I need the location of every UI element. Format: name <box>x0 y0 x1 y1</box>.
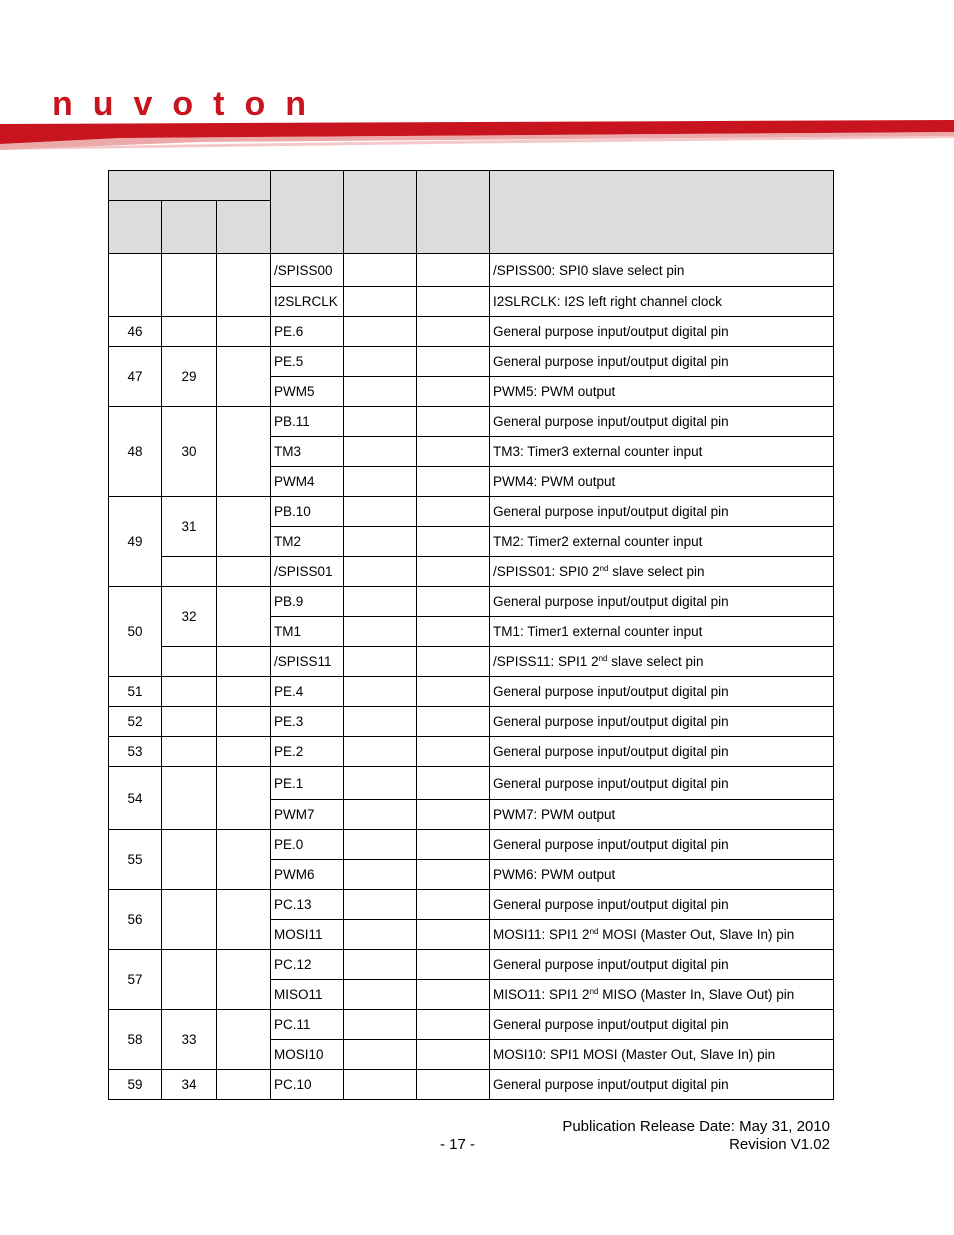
pin-number: 34 <box>162 1070 217 1100</box>
pin-number: 57 <box>109 950 162 1010</box>
table-row <box>109 254 834 287</box>
pin-name: PE.4 <box>271 677 344 707</box>
pin-description: I2SLRCLK: I2S left right channel clock <box>490 287 834 317</box>
pin-number: 47 <box>109 347 162 407</box>
pin-name: PB.10 <box>271 497 344 527</box>
header-row-1 <box>109 171 834 201</box>
pin-description: /SPISS00: SPI0 slave select pin <box>490 254 834 287</box>
pin-name: PWM5 <box>271 377 344 407</box>
pin-number: 30 <box>162 407 217 497</box>
header-cell <box>109 171 271 201</box>
pin-number: 51 <box>109 677 162 707</box>
pin-description: PWM4: PWM output <box>490 467 834 497</box>
pin-name: PB.9 <box>271 587 344 617</box>
pin-name: PWM4 <box>271 467 344 497</box>
table-row <box>109 830 834 860</box>
pin-number <box>217 254 271 317</box>
pin-name: PB.11 <box>271 407 344 437</box>
pin-description: General purpose input/output digital pin <box>490 707 834 737</box>
table-row <box>109 707 834 737</box>
pin-number: 32 <box>162 587 217 647</box>
pin-number: 56 <box>109 890 162 950</box>
pin-number: 48 <box>109 407 162 497</box>
table-row <box>109 557 834 587</box>
pin-name: PE.6 <box>271 317 344 347</box>
pin-description: General purpose input/output digital pin <box>490 950 834 980</box>
revision: Revision V1.02 <box>729 1136 830 1153</box>
pin-name: PE.2 <box>271 737 344 767</box>
pin-number: 54 <box>109 767 162 830</box>
pin-description: TM1: Timer1 external counter input <box>490 617 834 647</box>
pin-description: TM2: Timer2 external counter input <box>490 527 834 557</box>
table-row <box>109 347 834 377</box>
pin-number <box>162 254 217 317</box>
pin-number: 31 <box>162 497 217 557</box>
pin-description: General purpose input/output digital pin <box>490 677 834 707</box>
pin-description: MISO11: SPI1 2nd MISO (Master In, Slave Out) pin <box>490 980 834 1010</box>
pin-description: General purpose input/output digital pin <box>490 1010 834 1040</box>
pin-description: PWM6: PWM output <box>490 860 834 890</box>
pin-name: PE.0 <box>271 830 344 860</box>
pin-description: General purpose input/output digital pin <box>490 317 834 347</box>
pin-number: 46 <box>109 317 162 347</box>
header-banner <box>0 118 954 150</box>
pin-name: MOSI10 <box>271 1040 344 1070</box>
header-cell <box>162 201 217 254</box>
pin-number: 53 <box>109 737 162 767</box>
table-row <box>109 890 834 920</box>
table-row <box>109 497 834 527</box>
header-cell <box>109 201 162 254</box>
pin-description: PWM7: PWM output <box>490 800 834 830</box>
pin-description: General purpose input/output digital pin <box>490 347 834 377</box>
pin-description: General purpose input/output digital pin <box>490 1070 834 1100</box>
pin-description: General purpose input/output digital pin <box>490 830 834 860</box>
pin-number: 33 <box>162 1010 217 1070</box>
header-cell <box>417 171 490 254</box>
pin-description: MOSI10: SPI1 MOSI (Master Out, Slave In) pin <box>490 1040 834 1070</box>
pin-number: 52 <box>109 707 162 737</box>
pin-description: General purpose input/output digital pin <box>490 407 834 437</box>
pin-description: PWM5: PWM output <box>490 377 834 407</box>
pin-name: TM1 <box>271 617 344 647</box>
table-row <box>109 317 834 347</box>
nuvoton-logo <box>52 88 312 122</box>
pin-name: PC.10 <box>271 1070 344 1100</box>
publication-release-date: Publication Release Date: May 31, 2010 <box>562 1118 830 1135</box>
pin-number: 49 <box>109 497 162 587</box>
pin-name: /SPISS11 <box>271 647 344 677</box>
pin-name: PE.5 <box>271 347 344 377</box>
pin-name: TM3 <box>271 437 344 467</box>
pin-name: I2SLRCLK <box>271 287 344 317</box>
pin-name: PC.12 <box>271 950 344 980</box>
pin-description: General purpose input/output digital pin <box>490 767 834 800</box>
pin-name: MISO11 <box>271 980 344 1010</box>
logo-text: nuvoton <box>52 88 307 122</box>
pin-description-table <box>108 170 834 1100</box>
pin-name: PC.13 <box>271 890 344 920</box>
pin-description: General purpose input/output digital pin <box>490 497 834 527</box>
pin-description: MOSI11: SPI1 2nd MOSI (Master Out, Slave In) pin <box>490 920 834 950</box>
pin-number: 50 <box>109 587 162 677</box>
pin-name: /SPISS00 <box>271 254 344 287</box>
header-cell <box>490 171 834 254</box>
pin-description: /SPISS11: SPI1 2nd slave select pin <box>490 647 834 677</box>
table-row <box>109 1070 834 1100</box>
table-row <box>109 767 834 800</box>
table-row <box>109 647 834 677</box>
pin-number: 29 <box>162 347 217 407</box>
table-row <box>109 407 834 437</box>
pin-name: PE.1 <box>271 767 344 800</box>
header-cell <box>344 171 417 254</box>
pin-number: 58 <box>109 1010 162 1070</box>
pin-name: PWM6 <box>271 860 344 890</box>
pin-name: PE.3 <box>271 707 344 737</box>
page-number: - 17 - <box>440 1136 476 1153</box>
pin-number <box>109 254 162 317</box>
pin-number: 55 <box>109 830 162 890</box>
pin-description: General purpose input/output digital pin <box>490 737 834 767</box>
pin-description: General purpose input/output digital pin <box>490 890 834 920</box>
pin-number: 59 <box>109 1070 162 1100</box>
pin-name: TM2 <box>271 527 344 557</box>
pin-description: /SPISS01: SPI0 2nd slave select pin <box>490 557 834 587</box>
pin-description: TM3: Timer3 external counter input <box>490 437 834 467</box>
header-cell <box>271 171 344 254</box>
table-row <box>109 950 834 980</box>
table-row <box>109 587 834 617</box>
header-cell <box>217 201 271 254</box>
pin-name: PWM7 <box>271 800 344 830</box>
table-row <box>109 677 834 707</box>
table-row <box>109 737 834 767</box>
pin-name: MOSI11 <box>271 920 344 950</box>
pin-name: PC.11 <box>271 1010 344 1040</box>
table-row <box>109 1010 834 1040</box>
pin-name: /SPISS01 <box>271 557 344 587</box>
pin-description: General purpose input/output digital pin <box>490 587 834 617</box>
